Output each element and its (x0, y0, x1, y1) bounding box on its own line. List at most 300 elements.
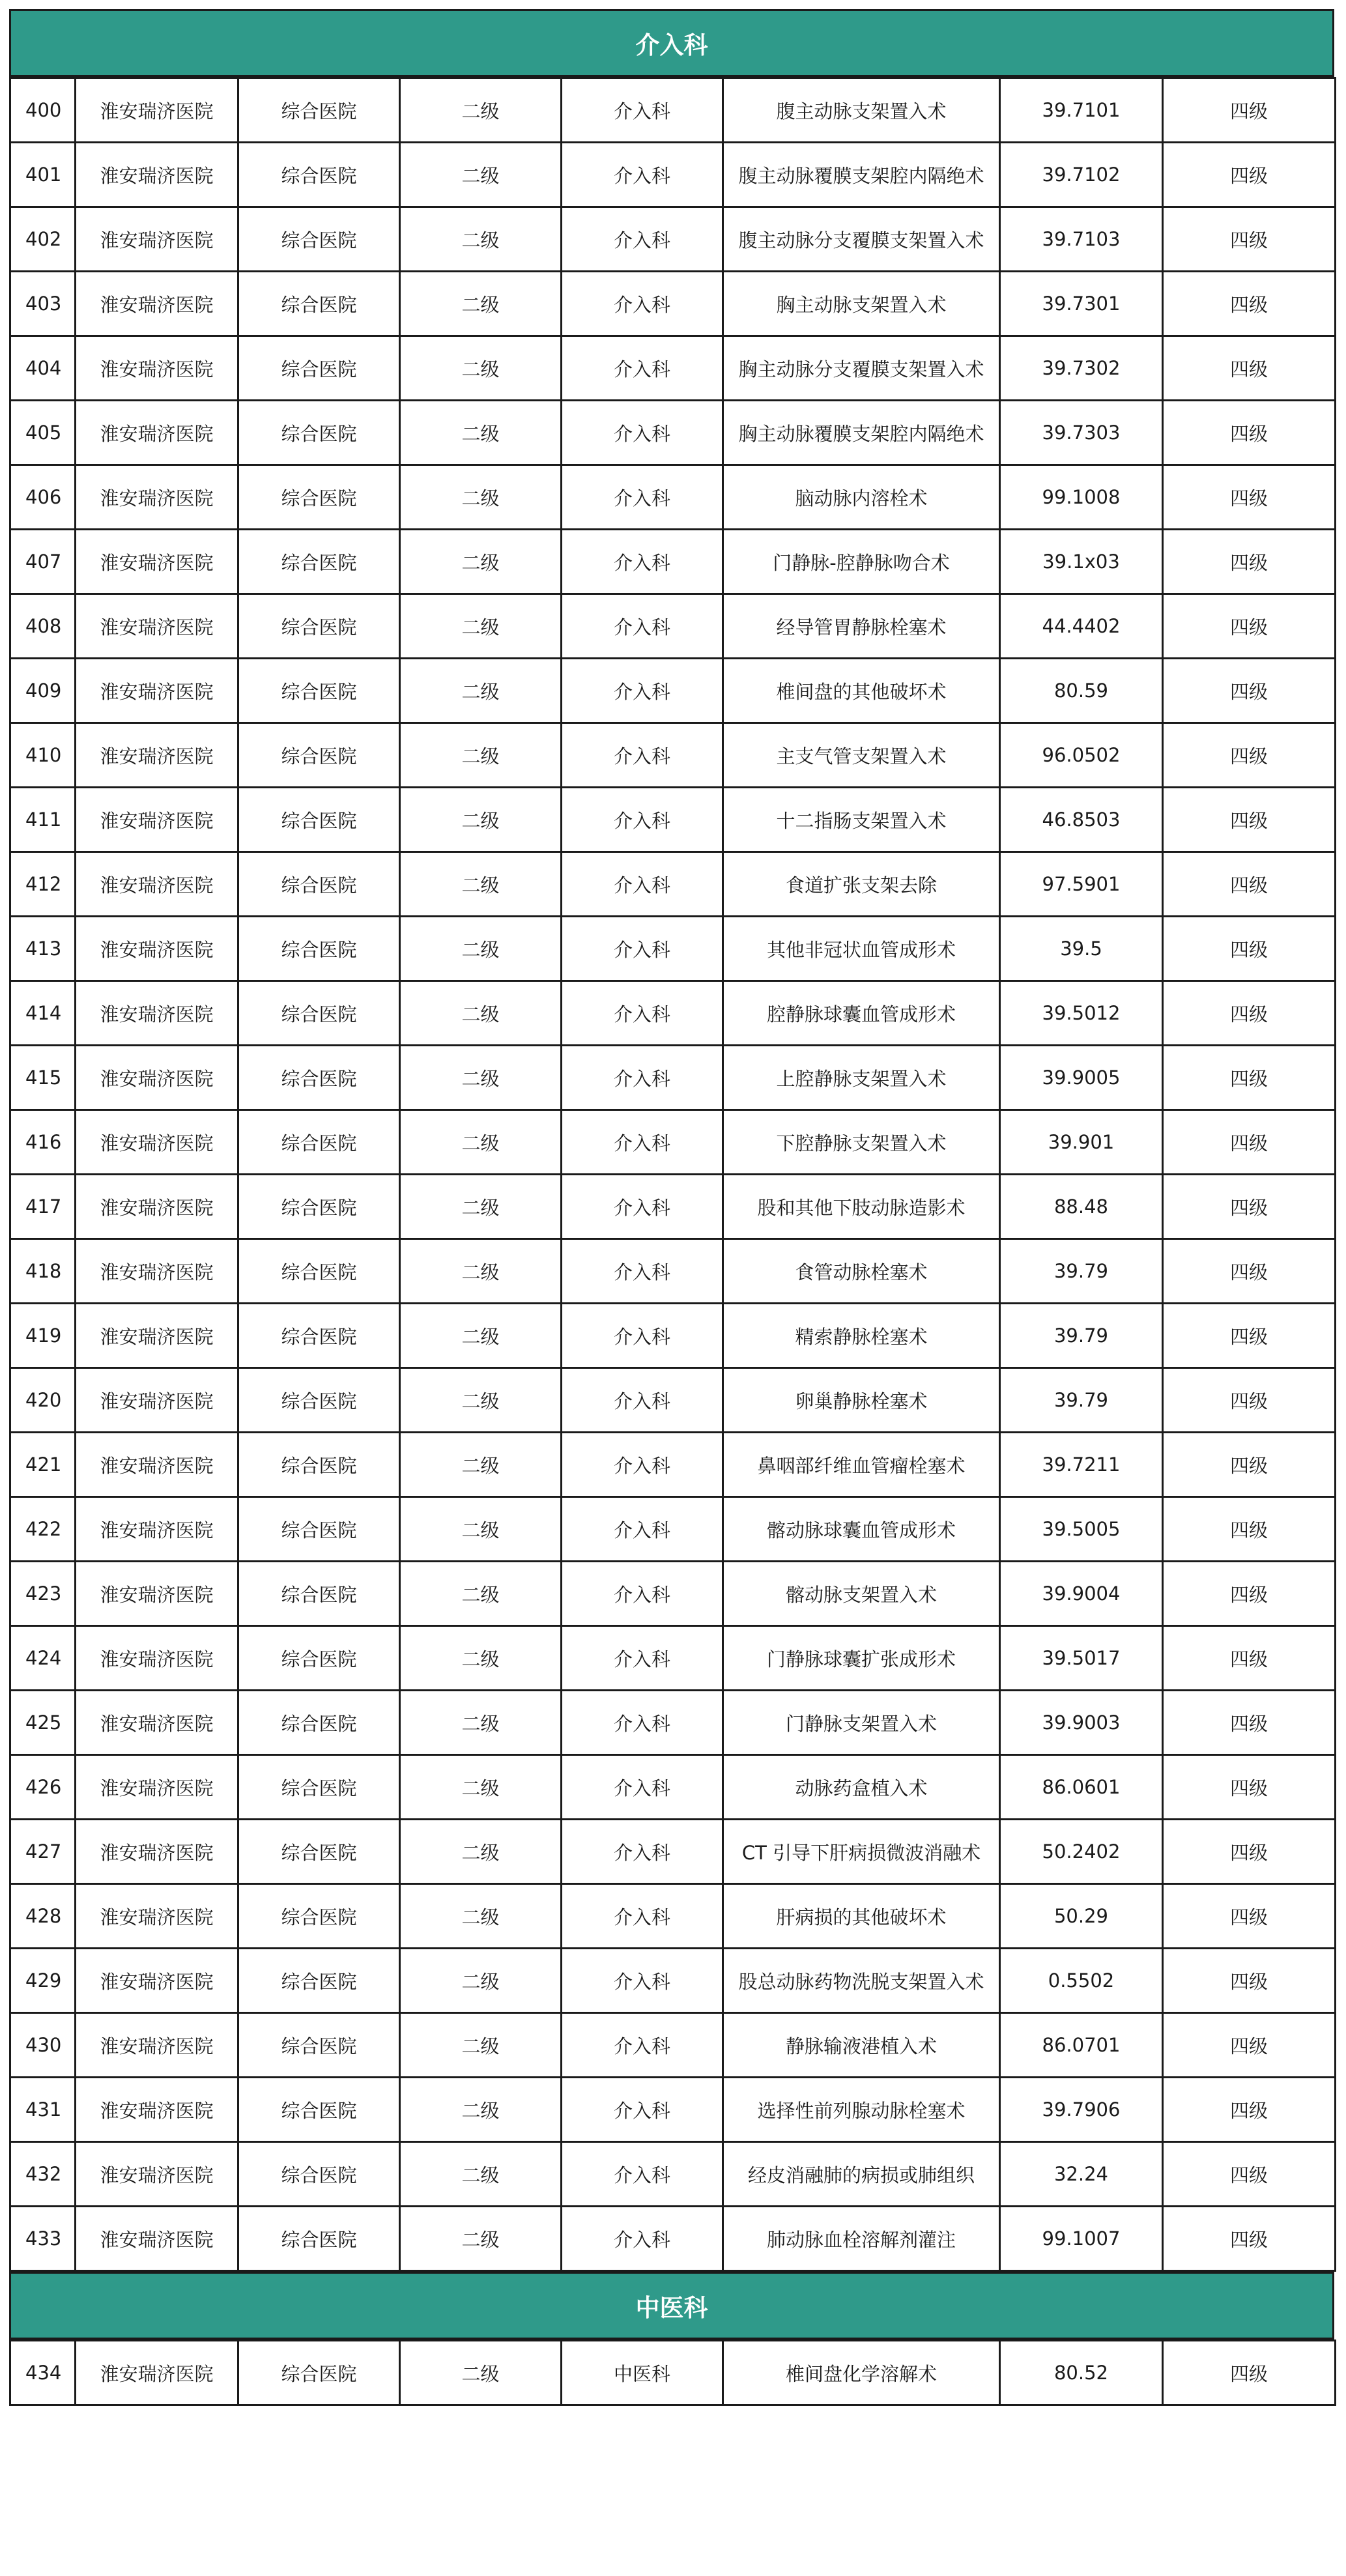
procedure-name-cell: 经皮消融肺的病损或肺组织 (723, 2142, 1000, 2207)
hospital-grade-cell: 二级 (400, 1046, 562, 1110)
hospital-type-cell: 综合医院 (238, 1949, 400, 2013)
procedure-name-cell: 食道扩张支架去除 (723, 852, 1000, 917)
department-cell: 介入科 (562, 788, 723, 852)
procedure-level-cell: 四级 (1163, 659, 1336, 723)
procedure-code-cell: 96.0502 (1000, 723, 1163, 788)
hospital-grade-cell: 二级 (400, 917, 562, 981)
department-cell: 介入科 (562, 207, 723, 272)
row-number-cell: 421 (10, 1433, 76, 1497)
hospital-name-cell: 淮安瑞济医院 (76, 2341, 238, 2405)
procedure-level-cell: 四级 (1163, 530, 1336, 594)
procedure-name-cell: 腹主动脉支架置入术 (723, 78, 1000, 143)
table-row (10, 78, 1336, 143)
hospital-grade-cell: 二级 (400, 1175, 562, 1239)
hospital-type-cell: 综合医院 (238, 2341, 400, 2405)
procedure-name-cell: 门静脉支架置入术 (723, 1691, 1000, 1755)
hospital-name-cell: 淮安瑞济医院 (76, 143, 238, 207)
procedure-code-cell: 80.52 (1000, 2341, 1163, 2405)
row-number-cell: 415 (10, 1046, 76, 1110)
procedure-code-cell: 80.59 (1000, 659, 1163, 723)
row-number-cell: 422 (10, 1497, 76, 1562)
procedure-name-cell: 股和其他下肢动脉造影术 (723, 1175, 1000, 1239)
procedure-level-cell: 四级 (1163, 1691, 1336, 1755)
hospital-name-cell: 淮安瑞济医院 (76, 207, 238, 272)
department-cell: 介入科 (562, 1949, 723, 2013)
table-row (10, 1368, 1336, 1433)
hospital-name-cell: 淮安瑞济医院 (76, 1368, 238, 1433)
procedure-level-cell: 四级 (1163, 336, 1336, 401)
department-cell: 介入科 (562, 981, 723, 1046)
procedure-code-cell: 39.901 (1000, 1110, 1163, 1175)
hospital-grade-cell: 二级 (400, 788, 562, 852)
table-row (10, 1949, 1336, 2013)
hospital-name-cell: 淮安瑞济医院 (76, 1820, 238, 1884)
procedure-name-cell: 动脉药盒植入术 (723, 1755, 1000, 1820)
procedure-name-cell: 腹主动脉覆膜支架腔内隔绝术 (723, 143, 1000, 207)
hospital-type-cell: 综合医院 (238, 594, 400, 659)
section-table (9, 2340, 1336, 2406)
hospital-grade-cell: 二级 (400, 2341, 562, 2405)
table-row (10, 1046, 1336, 1110)
procedure-code-cell: 50.2402 (1000, 1820, 1163, 1884)
procedure-name-cell: 下腔静脉支架置入术 (723, 1110, 1000, 1175)
table-row (10, 530, 1336, 594)
hospital-type-cell: 综合医院 (238, 401, 400, 465)
hospital-type-cell: 综合医院 (238, 1175, 400, 1239)
hospital-type-cell: 综合医院 (238, 981, 400, 1046)
department-cell: 介入科 (562, 1755, 723, 1820)
procedure-level-cell: 四级 (1163, 1110, 1336, 1175)
procedure-name-cell: 股总动脉药物洗脱支架置入术 (723, 1949, 1000, 2013)
table-row (10, 1820, 1336, 1884)
procedure-level-cell: 四级 (1163, 1884, 1336, 1949)
procedure-code-cell: 39.7101 (1000, 78, 1163, 143)
row-number-cell: 405 (10, 401, 76, 465)
procedure-level-cell: 四级 (1163, 2207, 1336, 2271)
department-cell: 介入科 (562, 1497, 723, 1562)
department-cell: 介入科 (562, 2013, 723, 2078)
table-row (10, 272, 1336, 336)
procedure-level-cell: 四级 (1163, 1820, 1336, 1884)
procedure-level-cell: 四级 (1163, 1497, 1336, 1562)
row-number-cell: 416 (10, 1110, 76, 1175)
table-row (10, 143, 1336, 207)
hospital-name-cell: 淮安瑞济医院 (76, 594, 238, 659)
procedure-level-cell: 四级 (1163, 1046, 1336, 1110)
procedure-level-cell: 四级 (1163, 1433, 1336, 1497)
row-number-cell: 414 (10, 981, 76, 1046)
hospital-grade-cell: 二级 (400, 981, 562, 1046)
procedure-name-cell: 精索静脉栓塞术 (723, 1304, 1000, 1368)
procedure-code-cell: 99.1008 (1000, 465, 1163, 530)
hospital-name-cell: 淮安瑞济医院 (76, 1562, 238, 1626)
hospital-name-cell: 淮安瑞济医院 (76, 1175, 238, 1239)
procedure-level-cell: 四级 (1163, 207, 1336, 272)
procedure-code-cell: 88.48 (1000, 1175, 1163, 1239)
table-row (10, 1691, 1336, 1755)
hospital-type-cell: 综合医院 (238, 1691, 400, 1755)
hospital-type-cell: 综合医院 (238, 1884, 400, 1949)
hospital-grade-cell: 二级 (400, 852, 562, 917)
department-cell: 介入科 (562, 852, 723, 917)
table-row (10, 2013, 1336, 2078)
hospital-name-cell: 淮安瑞济医院 (76, 1884, 238, 1949)
department-cell: 介入科 (562, 1884, 723, 1949)
row-number-cell: 411 (10, 788, 76, 852)
row-number-cell: 410 (10, 723, 76, 788)
hospital-name-cell: 淮安瑞济医院 (76, 1433, 238, 1497)
procedure-code-cell: 39.7906 (1000, 2078, 1163, 2142)
table-row (10, 981, 1336, 1046)
hospital-grade-cell: 二级 (400, 1368, 562, 1433)
section-header: 中医科 (9, 2272, 1334, 2340)
procedure-code-cell: 39.1x03 (1000, 530, 1163, 594)
procedure-name-cell: 门静脉-腔静脉吻合术 (723, 530, 1000, 594)
procedure-name-cell: 髂动脉球囊血管成形术 (723, 1497, 1000, 1562)
department-cell: 介入科 (562, 401, 723, 465)
procedure-code-cell: 39.9003 (1000, 1691, 1163, 1755)
hospital-name-cell: 淮安瑞济医院 (76, 723, 238, 788)
procedure-code-cell: 39.7303 (1000, 401, 1163, 465)
procedure-code-cell: 97.5901 (1000, 852, 1163, 917)
department-cell: 介入科 (562, 336, 723, 401)
section-header: 介入科 (9, 9, 1334, 77)
row-number-cell: 432 (10, 2142, 76, 2207)
hospital-type-cell: 综合医院 (238, 272, 400, 336)
hospital-type-cell: 综合医院 (238, 1820, 400, 1884)
hospital-grade-cell: 二级 (400, 272, 562, 336)
hospital-type-cell: 综合医院 (238, 207, 400, 272)
row-number-cell: 404 (10, 336, 76, 401)
procedure-level-cell: 四级 (1163, 143, 1336, 207)
row-number-cell: 420 (10, 1368, 76, 1433)
procedure-level-cell: 四级 (1163, 1755, 1336, 1820)
department-cell: 介入科 (562, 1368, 723, 1433)
procedure-code-cell: 39.7103 (1000, 207, 1163, 272)
department-cell: 介入科 (562, 2142, 723, 2207)
department-cell: 介入科 (562, 1820, 723, 1884)
procedure-level-cell: 四级 (1163, 2078, 1336, 2142)
hospital-name-cell: 淮安瑞济医院 (76, 1691, 238, 1755)
procedure-level-cell: 四级 (1163, 1562, 1336, 1626)
hospital-type-cell: 综合医院 (238, 78, 400, 143)
table-row (10, 401, 1336, 465)
department-cell: 介入科 (562, 1046, 723, 1110)
procedure-code-cell: 39.7102 (1000, 143, 1163, 207)
hospital-name-cell: 淮安瑞济医院 (76, 981, 238, 1046)
procedure-code-cell: 99.1007 (1000, 2207, 1163, 2271)
procedure-level-cell: 四级 (1163, 2013, 1336, 2078)
department-cell: 介入科 (562, 917, 723, 981)
procedure-name-cell: 腔静脉球囊血管成形术 (723, 981, 1000, 1046)
table-row (10, 594, 1336, 659)
table-row (10, 1497, 1336, 1562)
department-cell: 介入科 (562, 2078, 723, 2142)
hospital-name-cell: 淮安瑞济医院 (76, 2013, 238, 2078)
hospital-type-cell: 综合医院 (238, 465, 400, 530)
procedure-level-cell: 四级 (1163, 465, 1336, 530)
hospital-type-cell: 综合医院 (238, 1755, 400, 1820)
hospital-name-cell: 淮安瑞济医院 (76, 465, 238, 530)
table-row (10, 336, 1336, 401)
hospital-name-cell: 淮安瑞济医院 (76, 788, 238, 852)
hospital-name-cell: 淮安瑞济医院 (76, 530, 238, 594)
department-cell: 介入科 (562, 272, 723, 336)
procedure-level-cell: 四级 (1163, 788, 1336, 852)
table-row (10, 1304, 1336, 1368)
hospital-grade-cell: 二级 (400, 1110, 562, 1175)
procedure-level-cell: 四级 (1163, 1949, 1336, 2013)
hospital-name-cell: 淮安瑞济医院 (76, 1239, 238, 1304)
department-cell: 介入科 (562, 1562, 723, 1626)
table-row (10, 2078, 1336, 2142)
hospital-type-cell: 综合医院 (238, 1110, 400, 1175)
hospital-name-cell: 淮安瑞济医院 (76, 78, 238, 143)
hospital-grade-cell: 二级 (400, 78, 562, 143)
procedure-level-cell: 四级 (1163, 723, 1336, 788)
hospital-type-cell: 综合医院 (238, 1368, 400, 1433)
hospital-type-cell: 综合医院 (238, 530, 400, 594)
table-row (10, 2142, 1336, 2207)
table-row (10, 852, 1336, 917)
procedure-code-cell: 86.0601 (1000, 1755, 1163, 1820)
procedure-code-cell: 0.5502 (1000, 1949, 1163, 2013)
hospital-name-cell: 淮安瑞济医院 (76, 659, 238, 723)
row-number-cell: 431 (10, 2078, 76, 2142)
procedure-code-cell: 44.4402 (1000, 594, 1163, 659)
hospital-type-cell: 综合医院 (238, 723, 400, 788)
procedure-level-cell: 四级 (1163, 401, 1336, 465)
department-cell: 介入科 (562, 1691, 723, 1755)
hospital-grade-cell: 二级 (400, 2013, 562, 2078)
procedure-level-cell: 四级 (1163, 1304, 1336, 1368)
table-row (10, 788, 1336, 852)
procedure-name-cell: 胸主动脉覆膜支架腔内隔绝术 (723, 401, 1000, 465)
procedure-code-cell: 46.8503 (1000, 788, 1163, 852)
department-cell: 介入科 (562, 594, 723, 659)
hospital-type-cell: 综合医院 (238, 1562, 400, 1626)
hospital-type-cell: 综合医院 (238, 336, 400, 401)
procedure-name-cell: 门静脉球囊扩张成形术 (723, 1626, 1000, 1691)
procedure-name-cell: CT 引导下肝病损微波消融术 (723, 1820, 1000, 1884)
procedure-name-cell: 髂动脉支架置入术 (723, 1562, 1000, 1626)
row-number-cell: 409 (10, 659, 76, 723)
row-number-cell: 417 (10, 1175, 76, 1239)
row-number-cell: 407 (10, 530, 76, 594)
procedure-code-cell: 39.5005 (1000, 1497, 1163, 1562)
table-row (10, 1433, 1336, 1497)
procedure-code-cell: 86.0701 (1000, 2013, 1163, 2078)
procedure-level-cell: 四级 (1163, 272, 1336, 336)
row-number-cell: 400 (10, 78, 76, 143)
procedure-name-cell: 腹主动脉分支覆膜支架置入术 (723, 207, 1000, 272)
hospital-grade-cell: 二级 (400, 1239, 562, 1304)
hospital-name-cell: 淮安瑞济医院 (76, 1110, 238, 1175)
department-cell: 中医科 (562, 2341, 723, 2405)
row-number-cell: 424 (10, 1626, 76, 1691)
procedure-name-cell: 十二指肠支架置入术 (723, 788, 1000, 852)
hospital-grade-cell: 二级 (400, 723, 562, 788)
table-row (10, 2341, 1336, 2405)
procedure-code-cell: 39.5 (1000, 917, 1163, 981)
procedure-name-cell: 胸主动脉分支覆膜支架置入术 (723, 336, 1000, 401)
procedure-name-cell: 上腔静脉支架置入术 (723, 1046, 1000, 1110)
hospital-grade-cell: 二级 (400, 594, 562, 659)
table-row (10, 2207, 1336, 2271)
department-cell: 介入科 (562, 143, 723, 207)
hospital-type-cell: 综合医院 (238, 143, 400, 207)
table-row (10, 1239, 1336, 1304)
procedure-code-cell: 39.7211 (1000, 1433, 1163, 1497)
hospital-grade-cell: 二级 (400, 143, 562, 207)
department-cell: 介入科 (562, 1175, 723, 1239)
hospital-grade-cell: 二级 (400, 1497, 562, 1562)
procedure-code-cell: 39.5012 (1000, 981, 1163, 1046)
table-row (10, 207, 1336, 272)
hospital-grade-cell: 二级 (400, 1691, 562, 1755)
procedure-level-cell: 四级 (1163, 78, 1336, 143)
hospital-grade-cell: 二级 (400, 1626, 562, 1691)
section-table (9, 77, 1336, 2272)
table-row (10, 1755, 1336, 1820)
hospital-grade-cell: 二级 (400, 1304, 562, 1368)
hospital-type-cell: 综合医院 (238, 852, 400, 917)
hospital-grade-cell: 二级 (400, 2207, 562, 2271)
hospital-name-cell: 淮安瑞济医院 (76, 1755, 238, 1820)
table-row (10, 1110, 1336, 1175)
row-number-cell: 418 (10, 1239, 76, 1304)
department-cell: 介入科 (562, 1433, 723, 1497)
hospital-name-cell: 淮安瑞济医院 (76, 2207, 238, 2271)
hospital-grade-cell: 二级 (400, 401, 562, 465)
hospital-type-cell: 综合医院 (238, 659, 400, 723)
hospital-name-cell: 淮安瑞济医院 (76, 401, 238, 465)
row-number-cell: 429 (10, 1949, 76, 2013)
hospital-name-cell: 淮安瑞济医院 (76, 336, 238, 401)
procedure-code-cell: 39.9004 (1000, 1562, 1163, 1626)
hospital-grade-cell: 二级 (400, 207, 562, 272)
table-row (10, 465, 1336, 530)
procedure-name-cell: 卵巢静脉栓塞术 (723, 1368, 1000, 1433)
procedure-name-cell: 肺动脉血栓溶解剂灌注 (723, 2207, 1000, 2271)
hospital-name-cell: 淮安瑞济医院 (76, 1949, 238, 2013)
hospital-type-cell: 综合医院 (238, 917, 400, 981)
procedure-name-cell: 鼻咽部纤维血管瘤栓塞术 (723, 1433, 1000, 1497)
row-number-cell: 402 (10, 207, 76, 272)
row-number-cell: 423 (10, 1562, 76, 1626)
hospital-name-cell: 淮安瑞济医院 (76, 1626, 238, 1691)
procedure-table (9, 9, 1334, 2406)
hospital-name-cell: 淮安瑞济医院 (76, 852, 238, 917)
procedure-level-cell: 四级 (1163, 2142, 1336, 2207)
department-cell: 介入科 (562, 723, 723, 788)
hospital-grade-cell: 二级 (400, 1949, 562, 2013)
row-number-cell: 433 (10, 2207, 76, 2271)
procedure-level-cell: 四级 (1163, 1368, 1336, 1433)
row-number-cell: 427 (10, 1820, 76, 1884)
hospital-name-cell: 淮安瑞济医院 (76, 917, 238, 981)
hospital-grade-cell: 二级 (400, 336, 562, 401)
department-cell: 介入科 (562, 2207, 723, 2271)
row-number-cell: 413 (10, 917, 76, 981)
hospital-name-cell: 淮安瑞济医院 (76, 2078, 238, 2142)
procedure-name-cell: 食管动脉栓塞术 (723, 1239, 1000, 1304)
hospital-type-cell: 综合医院 (238, 788, 400, 852)
hospital-type-cell: 综合医院 (238, 1239, 400, 1304)
procedure-code-cell: 39.7302 (1000, 336, 1163, 401)
hospital-name-cell: 淮安瑞济医院 (76, 1304, 238, 1368)
hospital-name-cell: 淮安瑞济医院 (76, 2142, 238, 2207)
hospital-grade-cell: 二级 (400, 1884, 562, 1949)
procedure-level-cell: 四级 (1163, 981, 1336, 1046)
row-number-cell: 426 (10, 1755, 76, 1820)
hospital-type-cell: 综合医院 (238, 1304, 400, 1368)
hospital-grade-cell: 二级 (400, 2142, 562, 2207)
procedure-name-cell: 主支气管支架置入术 (723, 723, 1000, 788)
department-cell: 介入科 (562, 659, 723, 723)
hospital-grade-cell: 二级 (400, 1562, 562, 1626)
row-number-cell: 406 (10, 465, 76, 530)
procedure-code-cell: 39.79 (1000, 1368, 1163, 1433)
hospital-type-cell: 综合医院 (238, 2013, 400, 2078)
hospital-type-cell: 综合医院 (238, 1433, 400, 1497)
procedure-level-cell: 四级 (1163, 1626, 1336, 1691)
hospital-type-cell: 综合医院 (238, 2207, 400, 2271)
procedure-code-cell: 39.7301 (1000, 272, 1163, 336)
hospital-grade-cell: 二级 (400, 1755, 562, 1820)
table-row (10, 1626, 1336, 1691)
table-row (10, 917, 1336, 981)
hospital-grade-cell: 二级 (400, 2078, 562, 2142)
department-cell: 介入科 (562, 1239, 723, 1304)
department-cell: 介入科 (562, 530, 723, 594)
row-number-cell: 403 (10, 272, 76, 336)
procedure-code-cell: 50.29 (1000, 1884, 1163, 1949)
procedure-code-cell: 39.9005 (1000, 1046, 1163, 1110)
hospital-grade-cell: 二级 (400, 465, 562, 530)
procedure-name-cell: 其他非冠状血管成形术 (723, 917, 1000, 981)
procedure-level-cell: 四级 (1163, 852, 1336, 917)
hospital-type-cell: 综合医院 (238, 2142, 400, 2207)
procedure-name-cell: 经导管胃静脉栓塞术 (723, 594, 1000, 659)
row-number-cell: 428 (10, 1884, 76, 1949)
hospital-type-cell: 综合医院 (238, 1497, 400, 1562)
procedure-name-cell: 静脉输液港植入术 (723, 2013, 1000, 2078)
hospital-grade-cell: 二级 (400, 1820, 562, 1884)
department-cell: 介入科 (562, 78, 723, 143)
department-cell: 介入科 (562, 1304, 723, 1368)
department-cell: 介入科 (562, 465, 723, 530)
hospital-name-cell: 淮安瑞济医院 (76, 272, 238, 336)
hospital-type-cell: 综合医院 (238, 1046, 400, 1110)
procedure-name-cell: 脑动脉内溶栓术 (723, 465, 1000, 530)
row-number-cell: 434 (10, 2341, 76, 2405)
table-row (10, 1884, 1336, 1949)
row-number-cell: 412 (10, 852, 76, 917)
procedure-name-cell: 选择性前列腺动脉栓塞术 (723, 2078, 1000, 2142)
hospital-name-cell: 淮安瑞济医院 (76, 1497, 238, 1562)
table-row (10, 723, 1336, 788)
hospital-grade-cell: 二级 (400, 530, 562, 594)
department-cell: 介入科 (562, 1626, 723, 1691)
row-number-cell: 401 (10, 143, 76, 207)
hospital-type-cell: 综合医院 (238, 2078, 400, 2142)
procedure-name-cell: 肝病损的其他破坏术 (723, 1884, 1000, 1949)
hospital-type-cell: 综合医院 (238, 1626, 400, 1691)
table-row (10, 1175, 1336, 1239)
procedure-level-cell: 四级 (1163, 594, 1336, 659)
procedure-name-cell: 椎间盘化学溶解术 (723, 2341, 1000, 2405)
